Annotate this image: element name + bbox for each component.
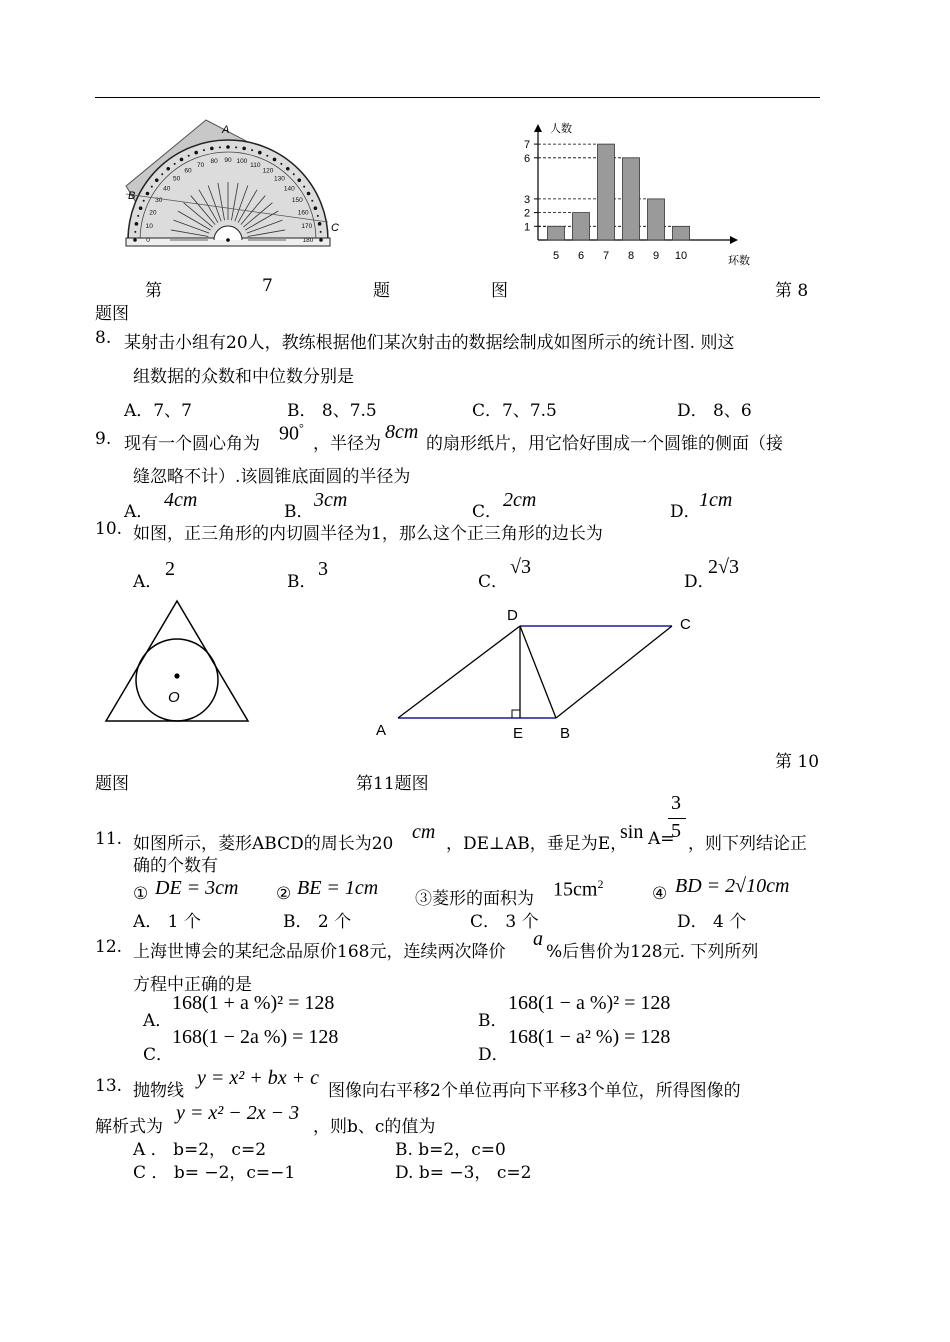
q10-option-a[interactable]: A．: [133, 572, 163, 592]
q9-text-3: 的扇形纸片，用它恰好围成一个圆锥的侧面（接: [426, 434, 783, 454]
fig11-label-d: D: [507, 607, 518, 624]
fig7-caption-4: 图: [491, 281, 508, 301]
q11-conclusion-2: BE = 1cm: [297, 877, 379, 899]
q13-text-2: 图像向右平移2个单位再向下平移3个单位，所得图像的: [328, 1081, 741, 1101]
fig7-label-a: A: [222, 124, 230, 136]
bar-chart: [510, 112, 790, 274]
q11-unit: cm: [412, 821, 436, 843]
protractor-dot: [135, 222, 139, 226]
x-tick-label: 5: [552, 250, 560, 262]
protractor-dot: [307, 192, 311, 196]
q10-option-c-value: √3: [510, 556, 531, 578]
q11-conclusion-1: DE = 3cm: [155, 877, 239, 899]
protractor-dot: [210, 147, 214, 151]
protractor-number: 10: [145, 223, 153, 231]
protractor-dot: [151, 186, 153, 188]
fig11-label-e: E: [513, 725, 524, 742]
x-tick-label: 7: [602, 250, 610, 262]
q11-option-c[interactable]: C． 3 个: [470, 912, 539, 932]
q8-option-b[interactable]: B． 8、7.5: [287, 401, 377, 421]
rhombus-figure: [370, 600, 705, 745]
protractor-number: 140: [283, 185, 295, 193]
fig8-caption-2: 题图: [95, 304, 129, 324]
fig11-label-b: B: [560, 725, 571, 742]
q11-conclusion-1-mark: ①: [133, 884, 149, 904]
q12-text-1: 上海世博会的某纪念品原价168元，连续两次降价: [133, 942, 506, 962]
q9-radius: 8cm: [385, 421, 419, 443]
q13-text-3: 解析式为: [95, 1117, 163, 1137]
q9-option-b[interactable]: B．: [284, 502, 314, 522]
x-tick-label: 6: [577, 250, 585, 262]
protractor-dot: [194, 151, 198, 155]
protractor-number: 30: [155, 197, 163, 204]
chart-ylabel: 人数: [550, 123, 572, 135]
x-tick-label: 8: [627, 250, 635, 262]
protractor-dot: [320, 231, 322, 233]
q8-option-c[interactable]: C．7、7.5: [472, 401, 557, 421]
protractor-number: 80: [210, 158, 218, 166]
protractor-dot: [161, 173, 163, 175]
protractor-dot: [166, 167, 170, 171]
q9-option-c[interactable]: C．: [472, 502, 503, 522]
bar-6: [573, 213, 590, 240]
q11-sin-numerator: 3: [671, 792, 681, 814]
q8-line1: 某射击小组有20人，教练根据他们某次射击的数据绘制成如图所示的统计图. 则这: [124, 333, 735, 353]
protractor-dot: [146, 192, 150, 196]
triangle-incircle-figure: [100, 595, 260, 727]
q11-conclusion-3-mark: ③菱形的面积为: [415, 889, 534, 909]
q13-option-c[interactable]: C ． b= −2，c=−1: [133, 1163, 296, 1183]
protractor-dot: [133, 238, 137, 242]
q12-option-a[interactable]: A．: [143, 1011, 173, 1031]
q12-variable-a: a: [533, 928, 543, 950]
q11-conclusion-3: $15cm^2$: [553, 877, 604, 901]
fig11-label-c: C: [680, 616, 691, 633]
protractor-dot: [251, 149, 253, 151]
y-tick-label: 6: [524, 152, 531, 165]
q12-option-c-value: 168(1 − 2a %) = 128: [172, 1026, 339, 1048]
protractor-figure: [118, 112, 350, 252]
fig7-caption-1: 第: [145, 281, 162, 301]
q9-text-1: 现有一个圆心角为: [124, 434, 260, 454]
y-tick-label: 1: [524, 221, 531, 234]
q9-angle: 90°: [279, 421, 304, 445]
protractor-number: 20: [149, 209, 157, 217]
q8-option-a[interactable]: A．7、7: [124, 401, 192, 421]
protractor-number: 130: [273, 175, 285, 183]
q13-number: 13.: [95, 1076, 123, 1096]
q10-option-d[interactable]: D．: [684, 572, 715, 592]
bar-5: [548, 226, 565, 240]
protractor-number: 170: [301, 223, 313, 231]
protractor-dot: [318, 222, 322, 226]
q11-option-b[interactable]: B． 2 个: [283, 912, 352, 932]
header-rule: [95, 97, 820, 98]
fig7-caption-2: 7: [262, 276, 273, 296]
q11-conclusion-2-mark: ②: [276, 884, 292, 904]
q12-option-a-value: 168(1 + a %)² = 128: [172, 992, 335, 1014]
q12-option-b[interactable]: B．: [478, 1011, 508, 1031]
q9-number: 9.: [95, 429, 112, 449]
protractor-dot: [303, 186, 305, 188]
protractor-dot: [174, 163, 176, 165]
protractor-dot: [242, 147, 246, 151]
bar-10: [673, 226, 690, 240]
q9-option-a-value: 4cm: [164, 489, 198, 511]
protractor-dot: [226, 145, 230, 149]
protractor-dot: [280, 163, 282, 165]
q12-option-c[interactable]: C．: [143, 1045, 174, 1065]
protractor-dot: [143, 200, 145, 202]
protractor-dot: [139, 206, 143, 210]
bar-7: [598, 144, 615, 240]
q13-text-4: ，则b、c的值为: [313, 1117, 436, 1137]
x-tick-label: 9: [652, 250, 660, 262]
q10-option-b-value: 3: [318, 558, 328, 580]
q9-option-c-value: 2cm: [503, 489, 537, 511]
protractor-number: 50: [172, 175, 181, 183]
q13-equation-1: y = x² + bx + c: [197, 1067, 319, 1089]
protractor-dot: [273, 158, 277, 162]
q9-option-a[interactable]: A．: [124, 502, 154, 522]
fig7-label-b: B: [128, 190, 136, 202]
protractor-dot: [235, 146, 237, 148]
protractor-number: 100: [236, 158, 248, 166]
protractor-number: 180: [302, 237, 314, 244]
fig10-center-label: O: [168, 689, 180, 706]
protractor-dot: [137, 215, 139, 217]
q10-option-c[interactable]: C．: [478, 572, 509, 592]
protractor-dot: [155, 178, 159, 182]
q13-option-d[interactable]: D. b= −3， c=2: [395, 1163, 532, 1183]
q11-a-equals: A=: [648, 829, 675, 849]
protractor-dot: [314, 206, 318, 210]
q11-text-3: ，则下列结论正: [688, 834, 807, 854]
protractor-number: 70: [197, 161, 205, 169]
protractor-dot: [311, 200, 313, 202]
protractor-dot: [180, 158, 184, 162]
protractor-dot: [319, 238, 323, 242]
chart-xlabel: 环数: [728, 255, 750, 267]
q11-option-d[interactable]: D． 4 个: [677, 912, 747, 932]
protractor-number: 110: [250, 161, 261, 169]
protractor-number: 160: [297, 209, 309, 217]
q11-text-1: 如图所示，菱形ABCD的周长为20: [133, 834, 394, 854]
bar-8: [623, 158, 640, 240]
q13-text-1: 抛物线: [133, 1081, 184, 1101]
fig7-caption-3: 题: [373, 281, 390, 301]
bar-9: [648, 199, 665, 240]
q12-text-2: %后售价为128元. 下列所列: [546, 942, 759, 962]
q8-line2: 组数据的众数和中位数分别是: [133, 367, 354, 387]
q8-option-d[interactable]: D． 8、6: [677, 401, 752, 421]
q10-option-d-value: 2√3: [708, 556, 739, 578]
q9-option-d[interactable]: D．: [670, 502, 701, 522]
protractor-number: 60: [184, 167, 192, 175]
q9-option-b-value: 3cm: [314, 489, 348, 511]
q12-number: 12.: [95, 937, 123, 957]
q11-conclusion-4-mark: ④: [652, 884, 668, 904]
protractor-number: 120: [262, 167, 274, 175]
fig10-caption-1: 第 10: [775, 752, 820, 772]
q10-option-b[interactable]: B．: [287, 572, 317, 592]
q10-text: 如图，正三角形的内切圆半径为1，那么这个正三角形的边长为: [133, 524, 603, 544]
protractor-dot: [293, 173, 295, 175]
protractor-dot: [203, 149, 205, 151]
q9-option-d-value: 1cm: [699, 489, 733, 511]
protractor-dot: [134, 231, 136, 233]
q11-sin: sin: [620, 821, 644, 843]
q11-line2: 确的个数有: [133, 856, 218, 876]
protractor-dot: [266, 155, 268, 157]
protractor-dot: [297, 178, 301, 182]
q11-text-2: ，DE⊥AB，垂足为E，: [446, 834, 628, 854]
q12-option-b-value: 168(1 − a %)² = 128: [508, 992, 671, 1014]
protractor-number: 90: [224, 157, 232, 164]
protractor-dot: [258, 151, 262, 155]
q8-number: 8.: [95, 328, 112, 348]
q11-number: 11.: [95, 829, 123, 849]
protractor-dot: [188, 155, 190, 157]
q12-option-d[interactable]: D．: [478, 1045, 509, 1065]
y-tick-label: 3: [524, 193, 531, 206]
fig10-caption-2: 题图: [95, 774, 129, 794]
protractor-dot: [317, 215, 319, 217]
fig7-label-c: C: [331, 222, 339, 234]
q10-number: 10.: [95, 519, 123, 539]
fig11-caption: 第11题图: [356, 774, 429, 794]
q13-option-b[interactable]: B. b=2，c=0: [395, 1140, 506, 1160]
q13-option-a[interactable]: A ． b=2， c=2: [133, 1140, 267, 1160]
protractor-dot: [219, 146, 221, 148]
fig11-label-a: A: [376, 722, 387, 739]
protractor-number: 40: [163, 185, 171, 193]
q11-conclusion-4: BD = 2√10cm: [675, 875, 790, 897]
q11-option-a[interactable]: A． 1 个: [133, 912, 201, 932]
y-tick-label: 2: [524, 207, 531, 220]
q9-text-2: ，半径为: [313, 434, 381, 454]
x-tick-label: 10: [674, 250, 688, 262]
y-tick-label: 7: [524, 139, 531, 152]
q13-equation-2: y = x² − 2x − 3: [176, 1102, 300, 1124]
q12-option-d-value: 168(1 − a² %) = 128: [508, 1026, 671, 1048]
q9-line2: 缝忽略不计）.该圆锥底面圆的半径为: [133, 467, 411, 487]
protractor-number: 150: [291, 197, 303, 204]
q11-fraction-bar: [668, 818, 686, 819]
q12-line2: 方程中正确的是: [133, 975, 252, 995]
protractor-number: 0: [146, 237, 150, 244]
fig8-caption-1: 第 8: [775, 281, 809, 301]
protractor-dot: [286, 167, 290, 171]
q11-sin-denominator: 5: [671, 820, 681, 842]
q10-option-a-value: 2: [165, 558, 175, 580]
